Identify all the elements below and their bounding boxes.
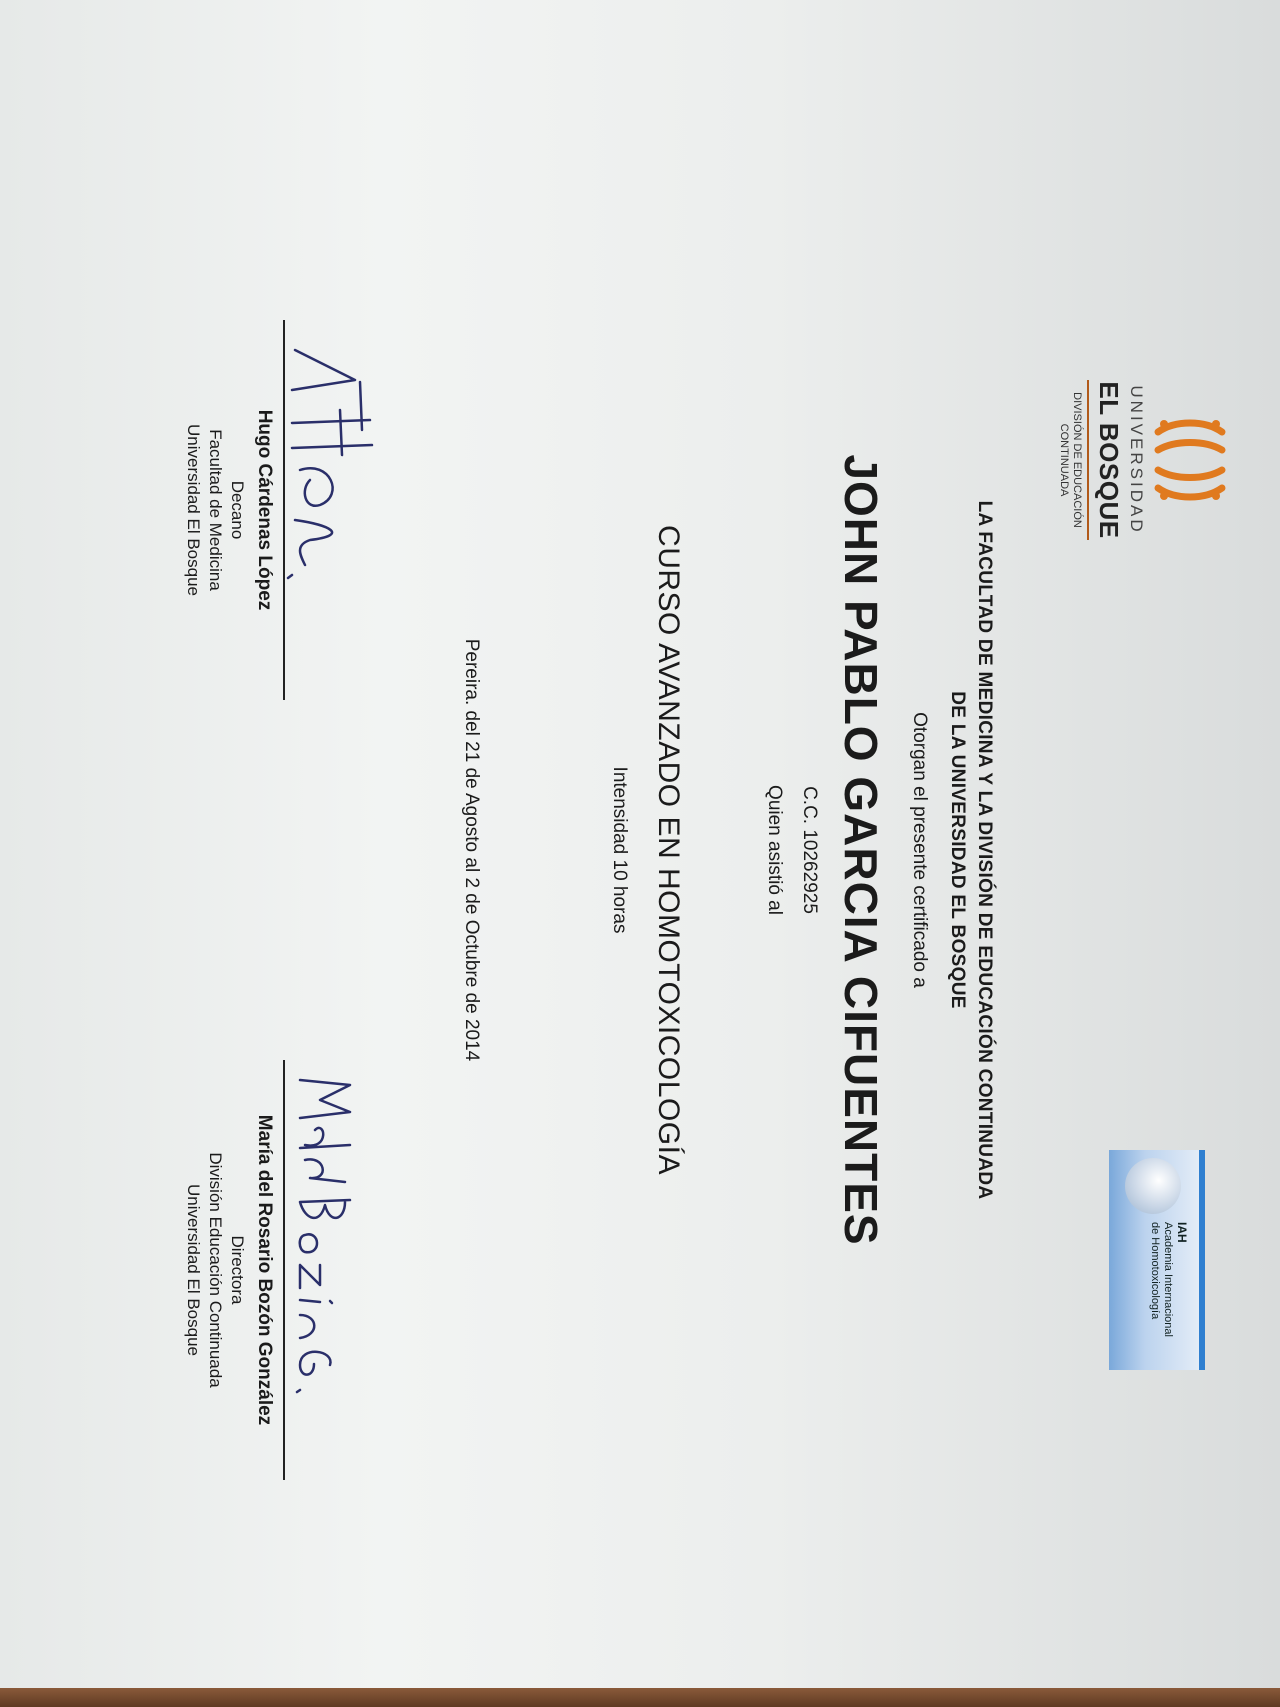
logo-divider	[1087, 380, 1089, 540]
iah-name-line2: de Homotoxicología	[1149, 1222, 1161, 1320]
signature-line	[283, 1060, 285, 1480]
course-intensity: Intensidad 10 horas	[609, 766, 630, 934]
iah-logo	[1109, 1150, 1205, 1370]
universidad-text: UNIVERSIDAD	[1127, 385, 1146, 535]
handwritten-signature-director	[285, 1060, 400, 1480]
place-and-date: Pereira. del 21 de Agosto al 2 de Octubre de 2014	[461, 638, 482, 1062]
universidad-el-bosque-logo	[1030, 370, 1230, 550]
globe-icon	[1125, 1158, 1181, 1214]
desk-edge	[0, 1688, 1280, 1707]
title-line1: LA FACULTAD DE MEDICINA Y LA DIVISIÓN DE EDUCACIÓN CONTINUADA	[974, 500, 995, 1200]
role-line1: Decano	[228, 480, 247, 540]
signatory-role	[182, 320, 248, 700]
handwritten-signature-dean	[285, 320, 400, 700]
iah-abbrev: IAH	[1175, 1222, 1189, 1243]
role-line3: Universidad El Bosque	[184, 1184, 203, 1356]
iah-name	[1148, 1222, 1174, 1362]
universidad-emblem-icon	[1150, 410, 1230, 510]
role-line1: Directora	[228, 1235, 247, 1305]
el-bosque-text: EL BOSQUE	[1094, 381, 1124, 539]
title-line2: DE LA UNIVERSIDAD EL BOSQUE	[947, 691, 968, 1009]
signature-block-director	[150, 1060, 400, 1480]
division-text	[1057, 370, 1083, 550]
grant-statement: Otorgan el presente certificado a	[909, 712, 930, 988]
certificate	[60, 40, 1260, 1660]
signatory-name: Hugo Cárdenas López	[254, 409, 275, 611]
division-line2: CONTINUADA	[1058, 423, 1070, 497]
signatory-role	[182, 1060, 248, 1480]
role-line3: Universidad El Bosque	[184, 424, 203, 596]
signature-block-dean	[150, 320, 400, 700]
course-title: CURSO AVANZADO EN HOMOTOXICOLOGÍA	[652, 525, 685, 1175]
role-line2: División Educación Continuada	[206, 1152, 225, 1388]
role-line2: Facultad de Medicina	[206, 429, 225, 591]
signatory-name: María del Rosario Bozón González	[254, 1114, 275, 1426]
division-line1: DIVISIÓN DE EDUCACIÓN	[1071, 392, 1083, 528]
attendance-statement: Quien asistió al	[764, 785, 785, 915]
recipient-name: JOHN PABLO GARCIA CIFUENTES	[835, 454, 887, 1246]
signature-line	[283, 320, 285, 700]
iah-name-line1: Academia Internacional	[1162, 1222, 1174, 1337]
recipient-id: C.C. 10262925	[799, 786, 820, 914]
